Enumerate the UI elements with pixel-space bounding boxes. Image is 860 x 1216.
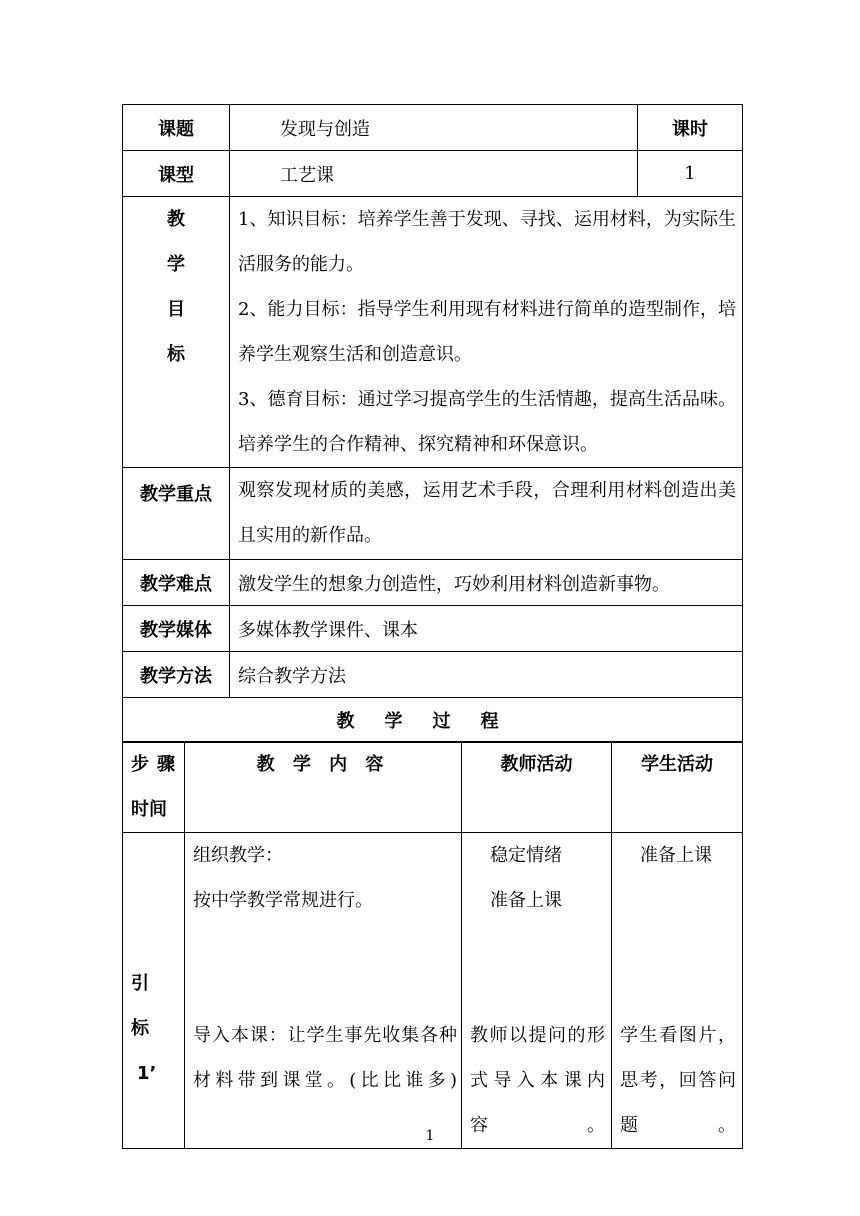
step-label-char: 标 [131,1018,149,1039]
process-title [123,698,743,743]
content-line: 组织教学： [193,845,283,866]
method-label: 教学方法 [123,652,230,698]
type-label: 课型 [123,151,230,197]
student-header: 学生活动 [612,742,743,833]
key-point-row [123,468,743,560]
step-cell [123,833,185,1149]
key-point-text: 观察发现材质的美感，运用艺术手段，合理利用材料创造出美且实用的新作品。 [238,480,736,546]
key-point-label: 教学重点 [123,468,230,560]
teacher-line: 稳定情绪 [490,845,562,866]
student-cell [612,833,743,1149]
method-row [123,652,743,698]
process-title-row [123,698,743,743]
objectives-label [123,197,230,468]
difficulty-label: 教学难点 [123,560,230,606]
objective-item: 1、知识目标：培养学生善于发现、寻找、运用材料，为实际生活服务的能力。 [238,209,736,275]
process-row [123,833,743,1149]
teacher-line [470,968,605,1013]
objectives-label-char: 学 [167,254,185,275]
key-point-value [230,468,743,560]
type-value: 工艺课 [230,151,638,197]
time-header: 时间 [131,799,167,820]
media-value: 多媒体教学课件、课本 [230,606,743,652]
step-time-header [123,742,185,833]
hours-label: 课时 [638,105,743,151]
student-line [620,878,736,923]
student-line [620,968,736,1013]
topic-value: 发现与创造 [230,105,638,151]
objective-item: 3、德育目标：通过学习提高学生的生活情趣，提高生活品味。培养学生的合作精神、探究精神和环保意识。 [238,389,736,455]
teacher-line [470,923,605,968]
content-header-text: 教 学 内 容 [256,754,390,775]
content-line [193,923,457,968]
process-table [122,741,743,1149]
objective-item: 2、能力目标：指导学生利用现有材料进行简单的造型制作，培养学生观察生活和创造意识。 [238,299,736,365]
step-label-time: 1’ [137,1063,157,1084]
topic-row [123,105,743,151]
student-line: 学生看图片，思考，回答问题。 [620,1025,736,1136]
content-cell [185,833,462,1149]
teacher-line: 准备上课 [490,890,562,911]
teacher-cell [462,833,612,1149]
step-label-char: 引 [131,973,149,994]
content-line: 导入本课：让学生事先收集各种材料带到课堂。(比比谁多) [193,1025,457,1091]
objectives-label-char: 教 [167,209,185,230]
difficulty-value: 激发学生的想象力创造性，巧妙利用材料创造新事物。 [230,560,743,606]
method-value: 综合教学方法 [230,652,743,698]
media-row [123,606,743,652]
teacher-header: 教师活动 [462,742,612,833]
hours-value: 1 [638,151,743,197]
lesson-plan-table [122,104,743,743]
objectives-label-char: 标 [167,344,185,365]
process-title-text: 教学过程 [336,711,529,732]
process-header-row [123,742,743,833]
page-number: 1 [425,1128,435,1144]
objectives-content [230,197,743,468]
content-line [193,968,457,1013]
student-line [620,923,736,968]
objectives-label-char: 目 [167,299,185,320]
step-header: 步骤 [131,754,183,775]
topic-label: 课题 [123,105,230,151]
media-label: 教学媒体 [123,606,230,652]
student-line: 准备上课 [640,845,712,866]
difficulty-row [123,560,743,606]
type-row [123,151,743,197]
content-line: 按中学教学常规进行。 [193,890,373,911]
teacher-line: 教师以提问的形式导入本课内容。 [470,1025,605,1136]
content-header [185,742,462,833]
objectives-row [123,197,743,468]
